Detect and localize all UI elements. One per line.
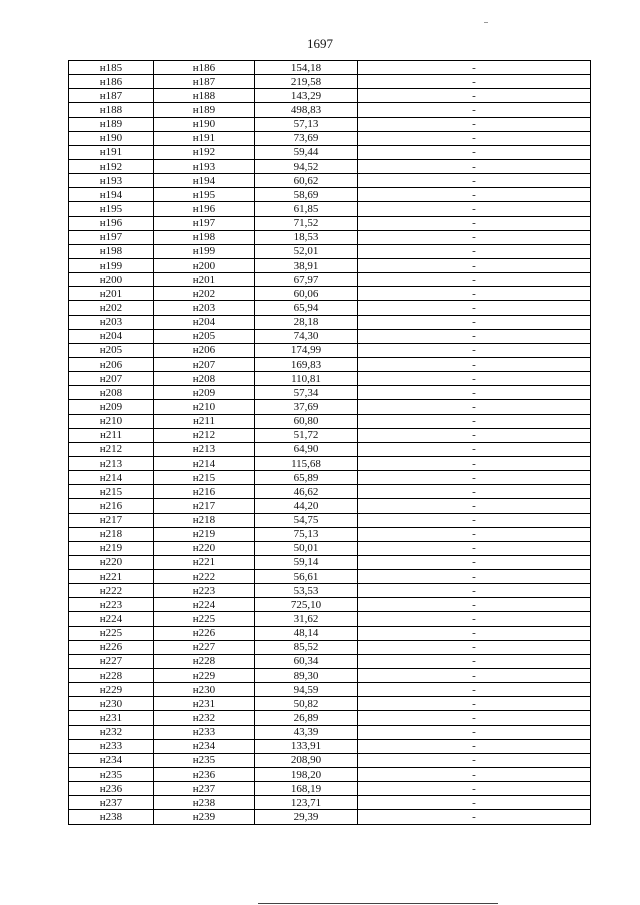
note-cell: - (358, 174, 591, 188)
distance-cell: 50,01 (255, 541, 358, 555)
from-point-cell: н233 (69, 739, 154, 753)
distance-cell: 110,81 (255, 372, 358, 386)
distance-cell: 56,61 (255, 570, 358, 584)
from-point-cell: н235 (69, 768, 154, 782)
to-point-cell: н186 (154, 61, 255, 75)
bottom-rule (258, 903, 498, 904)
note-cell: - (358, 61, 591, 75)
note-cell: - (358, 739, 591, 753)
table-row (69, 527, 591, 541)
distance-cell: 143,29 (255, 89, 358, 103)
from-point-cell: н205 (69, 343, 154, 357)
to-point-cell: н219 (154, 527, 255, 541)
from-point-cell: н234 (69, 753, 154, 767)
to-point-cell: н201 (154, 273, 255, 287)
table-row (69, 301, 591, 315)
from-point-cell: н204 (69, 329, 154, 343)
distance-cell: 60,80 (255, 414, 358, 428)
distance-cell: 94,52 (255, 159, 358, 173)
distance-cell: 725,10 (255, 598, 358, 612)
note-cell: - (358, 640, 591, 654)
note-cell: - (358, 258, 591, 272)
from-point-cell: н221 (69, 570, 154, 584)
to-point-cell: н238 (154, 796, 255, 810)
distance-cell: 31,62 (255, 612, 358, 626)
table-row (69, 471, 591, 485)
from-point-cell: н203 (69, 315, 154, 329)
from-point-cell: н222 (69, 584, 154, 598)
to-point-cell: н230 (154, 683, 255, 697)
table-row (69, 513, 591, 527)
to-point-cell: н214 (154, 456, 255, 470)
note-cell: - (358, 131, 591, 145)
from-point-cell: н209 (69, 400, 154, 414)
distance-cell: 75,13 (255, 527, 358, 541)
table-row (69, 357, 591, 371)
to-point-cell: н215 (154, 471, 255, 485)
note-cell: - (358, 711, 591, 725)
from-point-cell: н213 (69, 456, 154, 470)
from-point-cell: н228 (69, 669, 154, 683)
table-row (69, 75, 591, 89)
to-point-cell: н218 (154, 513, 255, 527)
from-point-cell: н201 (69, 287, 154, 301)
to-point-cell: н208 (154, 372, 255, 386)
table-row (69, 810, 591, 824)
from-point-cell: н192 (69, 159, 154, 173)
to-point-cell: н229 (154, 669, 255, 683)
note-cell: - (358, 570, 591, 584)
distance-cell: 219,58 (255, 75, 358, 89)
distance-cell: 71,52 (255, 216, 358, 230)
distance-cell: 28,18 (255, 315, 358, 329)
page-number: 1697 (307, 36, 333, 51)
table-row (69, 372, 591, 386)
note-cell: - (358, 598, 591, 612)
distance-cell: 54,75 (255, 513, 358, 527)
distance-cell: 60,06 (255, 287, 358, 301)
table-row (69, 244, 591, 258)
note-cell: - (358, 414, 591, 428)
note-cell: - (358, 301, 591, 315)
table-row (69, 428, 591, 442)
distance-cell: 48,14 (255, 626, 358, 640)
table-row (69, 768, 591, 782)
to-point-cell: н236 (154, 768, 255, 782)
distance-cell: 59,44 (255, 145, 358, 159)
from-point-cell: н193 (69, 174, 154, 188)
note-cell: - (358, 471, 591, 485)
to-point-cell: н234 (154, 739, 255, 753)
to-point-cell: н195 (154, 188, 255, 202)
note-cell: - (358, 75, 591, 89)
to-point-cell: н191 (154, 131, 255, 145)
distance-cell: 115,68 (255, 456, 358, 470)
table-row (69, 273, 591, 287)
from-point-cell: н206 (69, 357, 154, 371)
from-point-cell: н236 (69, 782, 154, 796)
distance-cell: 123,71 (255, 796, 358, 810)
from-point-cell: н191 (69, 145, 154, 159)
from-point-cell: н224 (69, 612, 154, 626)
from-point-cell: н227 (69, 654, 154, 668)
distance-cell: 74,30 (255, 329, 358, 343)
distance-cell: 44,20 (255, 499, 358, 513)
note-cell: - (358, 782, 591, 796)
to-point-cell: н216 (154, 485, 255, 499)
to-point-cell: н212 (154, 428, 255, 442)
to-point-cell: н211 (154, 414, 255, 428)
table-row (69, 442, 591, 456)
from-point-cell: н196 (69, 216, 154, 230)
table-row (69, 739, 591, 753)
table-row (69, 598, 591, 612)
table-row (69, 131, 591, 145)
to-point-cell: н235 (154, 753, 255, 767)
table-row (69, 499, 591, 513)
boundary-points-table (68, 60, 591, 825)
table-row (69, 612, 591, 626)
note-cell: - (358, 626, 591, 640)
table-row (69, 485, 591, 499)
distance-cell: 46,62 (255, 485, 358, 499)
from-point-cell: н238 (69, 810, 154, 824)
to-point-cell: н233 (154, 725, 255, 739)
table-row (69, 570, 591, 584)
distance-cell: 61,85 (255, 202, 358, 216)
distance-cell: 64,90 (255, 442, 358, 456)
to-point-cell: н197 (154, 216, 255, 230)
table-row (69, 584, 591, 598)
table-row (69, 753, 591, 767)
table-row (69, 555, 591, 569)
scan-mark (484, 22, 488, 23)
to-point-cell: н217 (154, 499, 255, 513)
from-point-cell: н229 (69, 683, 154, 697)
distance-cell: 168,19 (255, 782, 358, 796)
to-point-cell: н199 (154, 244, 255, 258)
to-point-cell: н223 (154, 584, 255, 598)
from-point-cell: н186 (69, 75, 154, 89)
to-point-cell: н205 (154, 329, 255, 343)
distance-cell: 60,62 (255, 174, 358, 188)
table-row (69, 89, 591, 103)
table-row (69, 61, 591, 75)
distance-cell: 85,52 (255, 640, 358, 654)
to-point-cell: н226 (154, 626, 255, 640)
from-point-cell: н195 (69, 202, 154, 216)
distance-cell: 18,53 (255, 230, 358, 244)
distance-cell: 26,89 (255, 711, 358, 725)
note-cell: - (358, 485, 591, 499)
distance-cell: 174,99 (255, 343, 358, 357)
note-cell: - (358, 768, 591, 782)
distance-cell: 67,97 (255, 273, 358, 287)
distance-cell: 38,91 (255, 258, 358, 272)
from-point-cell: н219 (69, 541, 154, 555)
to-point-cell: н220 (154, 541, 255, 555)
note-cell: - (358, 117, 591, 131)
table-row (69, 103, 591, 117)
note-cell: - (358, 527, 591, 541)
from-point-cell: н215 (69, 485, 154, 499)
from-point-cell: н185 (69, 61, 154, 75)
to-point-cell: н204 (154, 315, 255, 329)
from-point-cell: н188 (69, 103, 154, 117)
to-point-cell: н198 (154, 230, 255, 244)
note-cell: - (358, 584, 591, 598)
distance-cell: 29,39 (255, 810, 358, 824)
from-point-cell: н198 (69, 244, 154, 258)
from-point-cell: н190 (69, 131, 154, 145)
to-point-cell: н239 (154, 810, 255, 824)
note-cell: - (358, 683, 591, 697)
table-row (69, 343, 591, 357)
from-point-cell: н220 (69, 555, 154, 569)
from-point-cell: н212 (69, 442, 154, 456)
note-cell: - (358, 103, 591, 117)
distance-cell: 133,91 (255, 739, 358, 753)
to-point-cell: н207 (154, 357, 255, 371)
to-point-cell: н203 (154, 301, 255, 315)
to-point-cell: н194 (154, 174, 255, 188)
to-point-cell: н193 (154, 159, 255, 173)
to-point-cell: н190 (154, 117, 255, 131)
from-point-cell: н225 (69, 626, 154, 640)
distance-cell: 58,69 (255, 188, 358, 202)
from-point-cell: н216 (69, 499, 154, 513)
table-row (69, 725, 591, 739)
table-row (69, 216, 591, 230)
distance-cell: 59,14 (255, 555, 358, 569)
to-point-cell: н231 (154, 697, 255, 711)
table-row (69, 414, 591, 428)
table-row (69, 174, 591, 188)
distance-cell: 65,89 (255, 471, 358, 485)
note-cell: - (358, 442, 591, 456)
from-point-cell: н202 (69, 301, 154, 315)
table-row (69, 654, 591, 668)
note-cell: - (358, 669, 591, 683)
distance-cell: 57,34 (255, 386, 358, 400)
table-row (69, 145, 591, 159)
distance-cell: 169,83 (255, 357, 358, 371)
to-point-cell: н222 (154, 570, 255, 584)
from-point-cell: н211 (69, 428, 154, 442)
to-point-cell: н200 (154, 258, 255, 272)
from-point-cell: н210 (69, 414, 154, 428)
table-row (69, 400, 591, 414)
distance-cell: 94,59 (255, 683, 358, 697)
from-point-cell: н218 (69, 527, 154, 541)
distance-cell: 43,39 (255, 725, 358, 739)
to-point-cell: н206 (154, 343, 255, 357)
distance-cell: 65,94 (255, 301, 358, 315)
to-point-cell: н188 (154, 89, 255, 103)
to-point-cell: н228 (154, 654, 255, 668)
from-point-cell: н217 (69, 513, 154, 527)
note-cell: - (358, 329, 591, 343)
table-row (69, 117, 591, 131)
table-row (69, 315, 591, 329)
note-cell: - (358, 287, 591, 301)
note-cell: - (358, 315, 591, 329)
distance-cell: 89,30 (255, 669, 358, 683)
to-point-cell: н196 (154, 202, 255, 216)
to-point-cell: н210 (154, 400, 255, 414)
to-point-cell: н227 (154, 640, 255, 654)
from-point-cell: н230 (69, 697, 154, 711)
distance-cell: 154,18 (255, 61, 358, 75)
from-point-cell: н231 (69, 711, 154, 725)
table-row (69, 230, 591, 244)
note-cell: - (358, 654, 591, 668)
distance-cell: 73,69 (255, 131, 358, 145)
from-point-cell: н194 (69, 188, 154, 202)
distance-cell: 198,20 (255, 768, 358, 782)
distance-cell: 37,69 (255, 400, 358, 414)
note-cell: - (358, 753, 591, 767)
from-point-cell: н214 (69, 471, 154, 485)
note-cell: - (358, 400, 591, 414)
note-cell: - (358, 216, 591, 230)
note-cell: - (358, 555, 591, 569)
distance-cell: 53,53 (255, 584, 358, 598)
note-cell: - (358, 145, 591, 159)
table-row (69, 626, 591, 640)
to-point-cell: н187 (154, 75, 255, 89)
to-point-cell: н213 (154, 442, 255, 456)
table-row (69, 683, 591, 697)
from-point-cell: н197 (69, 230, 154, 244)
to-point-cell: н232 (154, 711, 255, 725)
note-cell: - (358, 188, 591, 202)
note-cell: - (358, 386, 591, 400)
from-point-cell: н189 (69, 117, 154, 131)
note-cell: - (358, 810, 591, 824)
note-cell: - (358, 202, 591, 216)
distance-cell: 51,72 (255, 428, 358, 442)
distance-cell: 208,90 (255, 753, 358, 767)
table-body (69, 61, 591, 825)
to-point-cell: н225 (154, 612, 255, 626)
note-cell: - (358, 456, 591, 470)
table-row (69, 697, 591, 711)
from-point-cell: н223 (69, 598, 154, 612)
distance-cell: 57,13 (255, 117, 358, 131)
note-cell: - (358, 499, 591, 513)
to-point-cell: н221 (154, 555, 255, 569)
table-row (69, 329, 591, 343)
note-cell: - (358, 89, 591, 103)
note-cell: - (358, 343, 591, 357)
from-point-cell: н237 (69, 796, 154, 810)
note-cell: - (358, 230, 591, 244)
to-point-cell: н237 (154, 782, 255, 796)
distance-cell: 498,83 (255, 103, 358, 117)
note-cell: - (358, 796, 591, 810)
distance-cell: 60,34 (255, 654, 358, 668)
to-point-cell: н192 (154, 145, 255, 159)
to-point-cell: н209 (154, 386, 255, 400)
from-point-cell: н187 (69, 89, 154, 103)
from-point-cell: н199 (69, 258, 154, 272)
to-point-cell: н224 (154, 598, 255, 612)
table-row (69, 258, 591, 272)
table-row (69, 202, 591, 216)
note-cell: - (358, 697, 591, 711)
table-row (69, 159, 591, 173)
table-row (69, 711, 591, 725)
table-row (69, 541, 591, 555)
note-cell: - (358, 725, 591, 739)
table-row (69, 456, 591, 470)
table-row (69, 669, 591, 683)
note-cell: - (358, 428, 591, 442)
table-row (69, 188, 591, 202)
to-point-cell: н202 (154, 287, 255, 301)
note-cell: - (358, 244, 591, 258)
from-point-cell: н200 (69, 273, 154, 287)
note-cell: - (358, 159, 591, 173)
to-point-cell: н189 (154, 103, 255, 117)
note-cell: - (358, 273, 591, 287)
note-cell: - (358, 513, 591, 527)
note-cell: - (358, 612, 591, 626)
table-row (69, 386, 591, 400)
from-point-cell: н207 (69, 372, 154, 386)
table-row (69, 287, 591, 301)
distance-cell: 52,01 (255, 244, 358, 258)
table-row (69, 640, 591, 654)
from-point-cell: н232 (69, 725, 154, 739)
from-point-cell: н226 (69, 640, 154, 654)
distance-cell: 50,82 (255, 697, 358, 711)
table-row (69, 796, 591, 810)
table-row (69, 782, 591, 796)
from-point-cell: н208 (69, 386, 154, 400)
note-cell: - (358, 357, 591, 371)
note-cell: - (358, 541, 591, 555)
note-cell: - (358, 372, 591, 386)
